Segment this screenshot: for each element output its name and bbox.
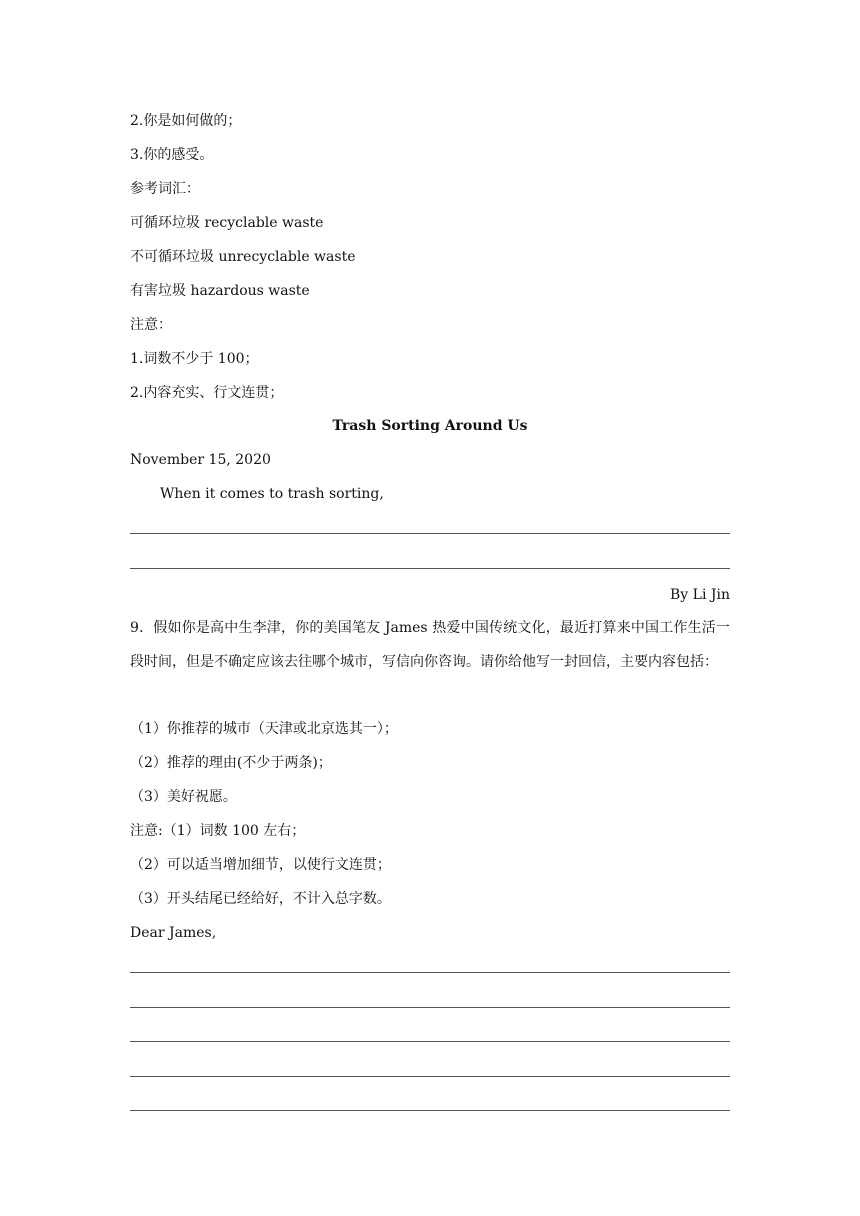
answer-line[interactable] [130, 533, 730, 534]
requirement-2: 2.你是如何做的； [130, 113, 242, 129]
question-9-note: （3）开头结尾已经给好，不计入总字数。 [130, 891, 391, 907]
vocabulary-heading: 参考词汇： [130, 181, 200, 197]
note-2: 2.内容充实、行文连贯； [130, 385, 284, 401]
note-1: 1.词数不少于 100； [130, 351, 259, 367]
answer-line[interactable] [130, 1007, 730, 1008]
answer-line[interactable] [130, 1076, 730, 1077]
vocabulary-item: 有害垃圾 hazardous waste [130, 283, 310, 299]
question-9-point: （3）美好祝愿。 [130, 789, 237, 805]
question-9-prompt: 9．假如你是高中生李津，你的美国笔友 James 热爱中国传统文化，最近打算来中国工作生活一段时间，但是不确定应该去往哪个城市，写信向你咨询。请你给他写一封回信，主要内容包括： [130, 620, 730, 670]
answer-line[interactable] [130, 1041, 730, 1042]
essay-date: November 15, 2020 [130, 452, 271, 468]
essay-title: Trash Sorting Around Us [332, 418, 528, 434]
requirement-3: 3.你的感受。 [130, 147, 214, 163]
answer-line[interactable] [130, 972, 730, 973]
question-9-note: （2）可以适当增加细节，以使行文连贯； [130, 857, 391, 873]
question-9-note: 注意:（1）词数 100 左右； [130, 823, 306, 839]
essay-opening: When it comes to trash sorting, [160, 486, 384, 502]
vocabulary-item: 不可循环垃圾 unrecyclable waste [130, 249, 356, 265]
signature: By Li Jin [670, 587, 730, 603]
question-9-point: （1）你推荐的城市（天津或北京选其一）； [130, 721, 398, 737]
notes-heading: 注意： [130, 317, 172, 333]
vocabulary-item: 可循环垃圾 recyclable waste [130, 215, 324, 231]
question-9-point: （2）推荐的理由(不少于两条)； [130, 755, 332, 771]
answer-line[interactable] [130, 568, 730, 569]
answer-line[interactable] [130, 1110, 730, 1111]
letter-greeting: Dear James, [130, 925, 217, 941]
